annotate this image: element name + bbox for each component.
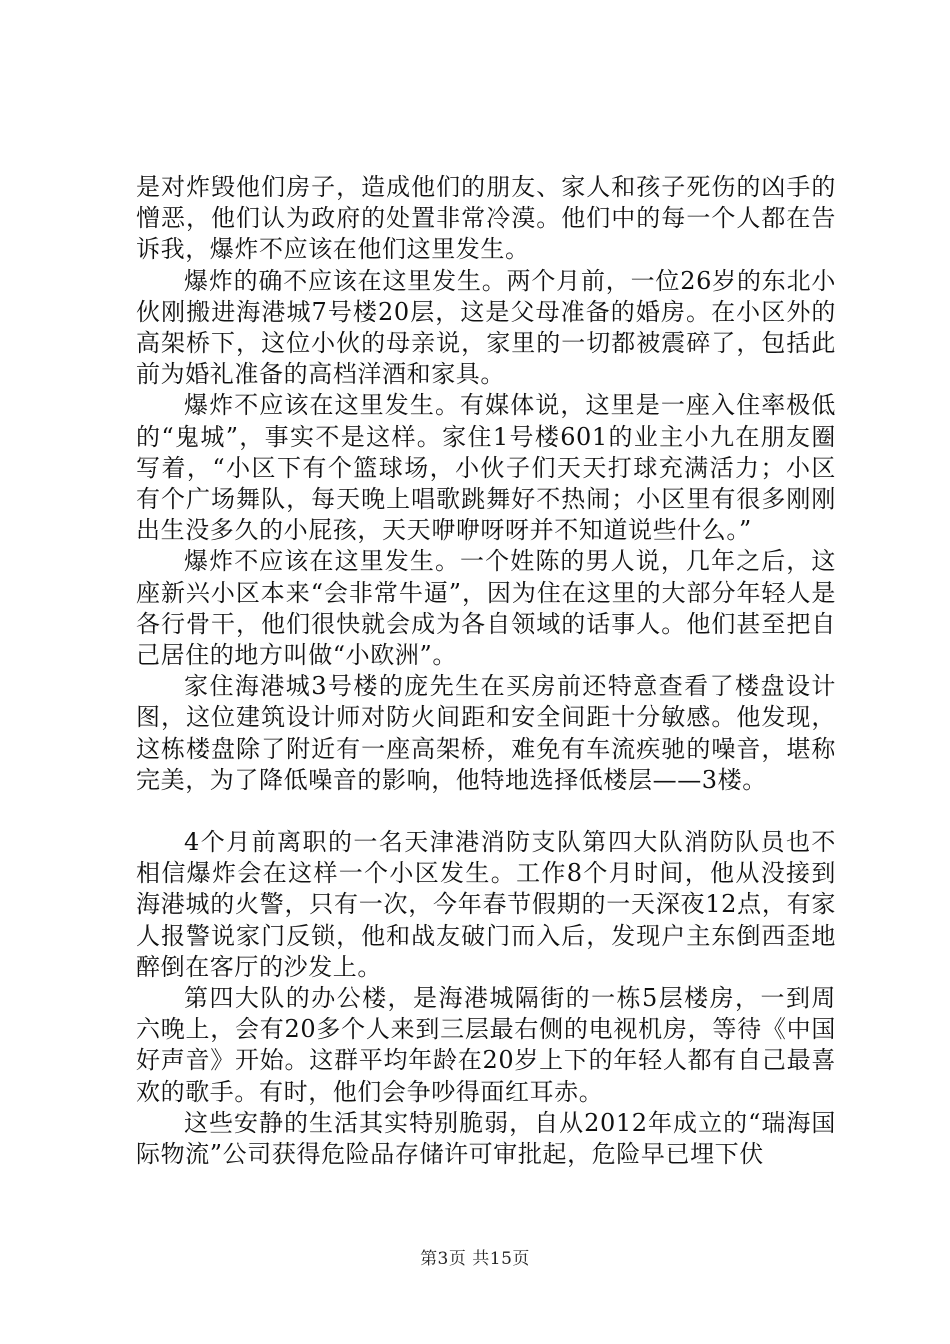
- paragraph: 爆炸不应该在这里发生。有媒体说，这里是一座入住率极低的“鬼城”，事实不是这样。家住1号楼601的业主小九在朋友圈写着，“小区下有个篮球场，小伙子们天天打球充满活力；小区有个广场舞队，每天晚上唱歌跳舞好不热闹；小区里有很多刚刚出生没多久的小屁孩，天天咿咿呀呀并不知道说些什么。”: [136, 391, 836, 545]
- paragraph: 爆炸的确不应该在这里发生。两个月前，一位26岁的东北小伙刚搬进海港城7号楼20层，这是父母准备的婚房。在小区外的高架桥下，这位小伙的母亲说，家里的一切都被震碎了，包括此前为婚礼准备的高档洋酒和家具。: [136, 266, 836, 389]
- paragraph: 这些安静的生活其实特别脆弱，自从2012年成立的“瑞海国际物流”公司获得危险品存储许可审批起，危险早已埋下伏: [136, 1108, 836, 1169]
- paragraph: 爆炸不应该在这里发生。一个姓陈的男人说，几年之后，这座新兴小区本来“会非常牛逼”，因为住在这里的大部分年轻人是各行骨干，他们很快就会成为各自领域的话事人。他们甚至把自己居住的地方叫做“小欧洲”。: [136, 547, 836, 670]
- article-body: [136, 172, 836, 1170]
- paragraph: 第四大队的办公楼，是海港城隔街的一栋5层楼房，一到周六晚上，会有20多个人来到三层最右侧的电视机房，等待《中国好声音》开始。这群平均年龄在20岁上下的年轻人都有自己最喜欢的歌手。有时，他们会争吵得面红耳赤。: [136, 984, 836, 1106]
- paragraph: 4个月前离职的一名天津港消防支队第四大队消防队员也不相信爆炸会在这样一个小区发生。工作8个月时间，他从没接到海港城的火警，只有一次，今年春节假期的一天深夜12点，有家人报警说家门反锁，他和战友破门而入后，发现户主东倒西歪地醉倒在客厅的沙发上。: [136, 828, 836, 981]
- page-footer: 第3页 共15页: [420, 1249, 530, 1269]
- paragraph: 家住海港城3号楼的庞先生在买房前还特意查看了楼盘设计图，这位建筑设计师对防火间距和安全间距十分敏感。他发现，这栋楼盘除了附近有一座高架桥，难免有车流疾驰的噪音，堪称完美，为了降低噪音的影响，他特地选择低楼层——3楼。: [136, 672, 836, 794]
- paragraph: 是对炸毁他们房子，造成他们的朋友、家人和孩子死伤的凶手的憎恶，他们认为政府的处置非常冷漠。他们中的每一个人都在告诉我，爆炸不应该在他们这里发生。: [136, 173, 836, 264]
